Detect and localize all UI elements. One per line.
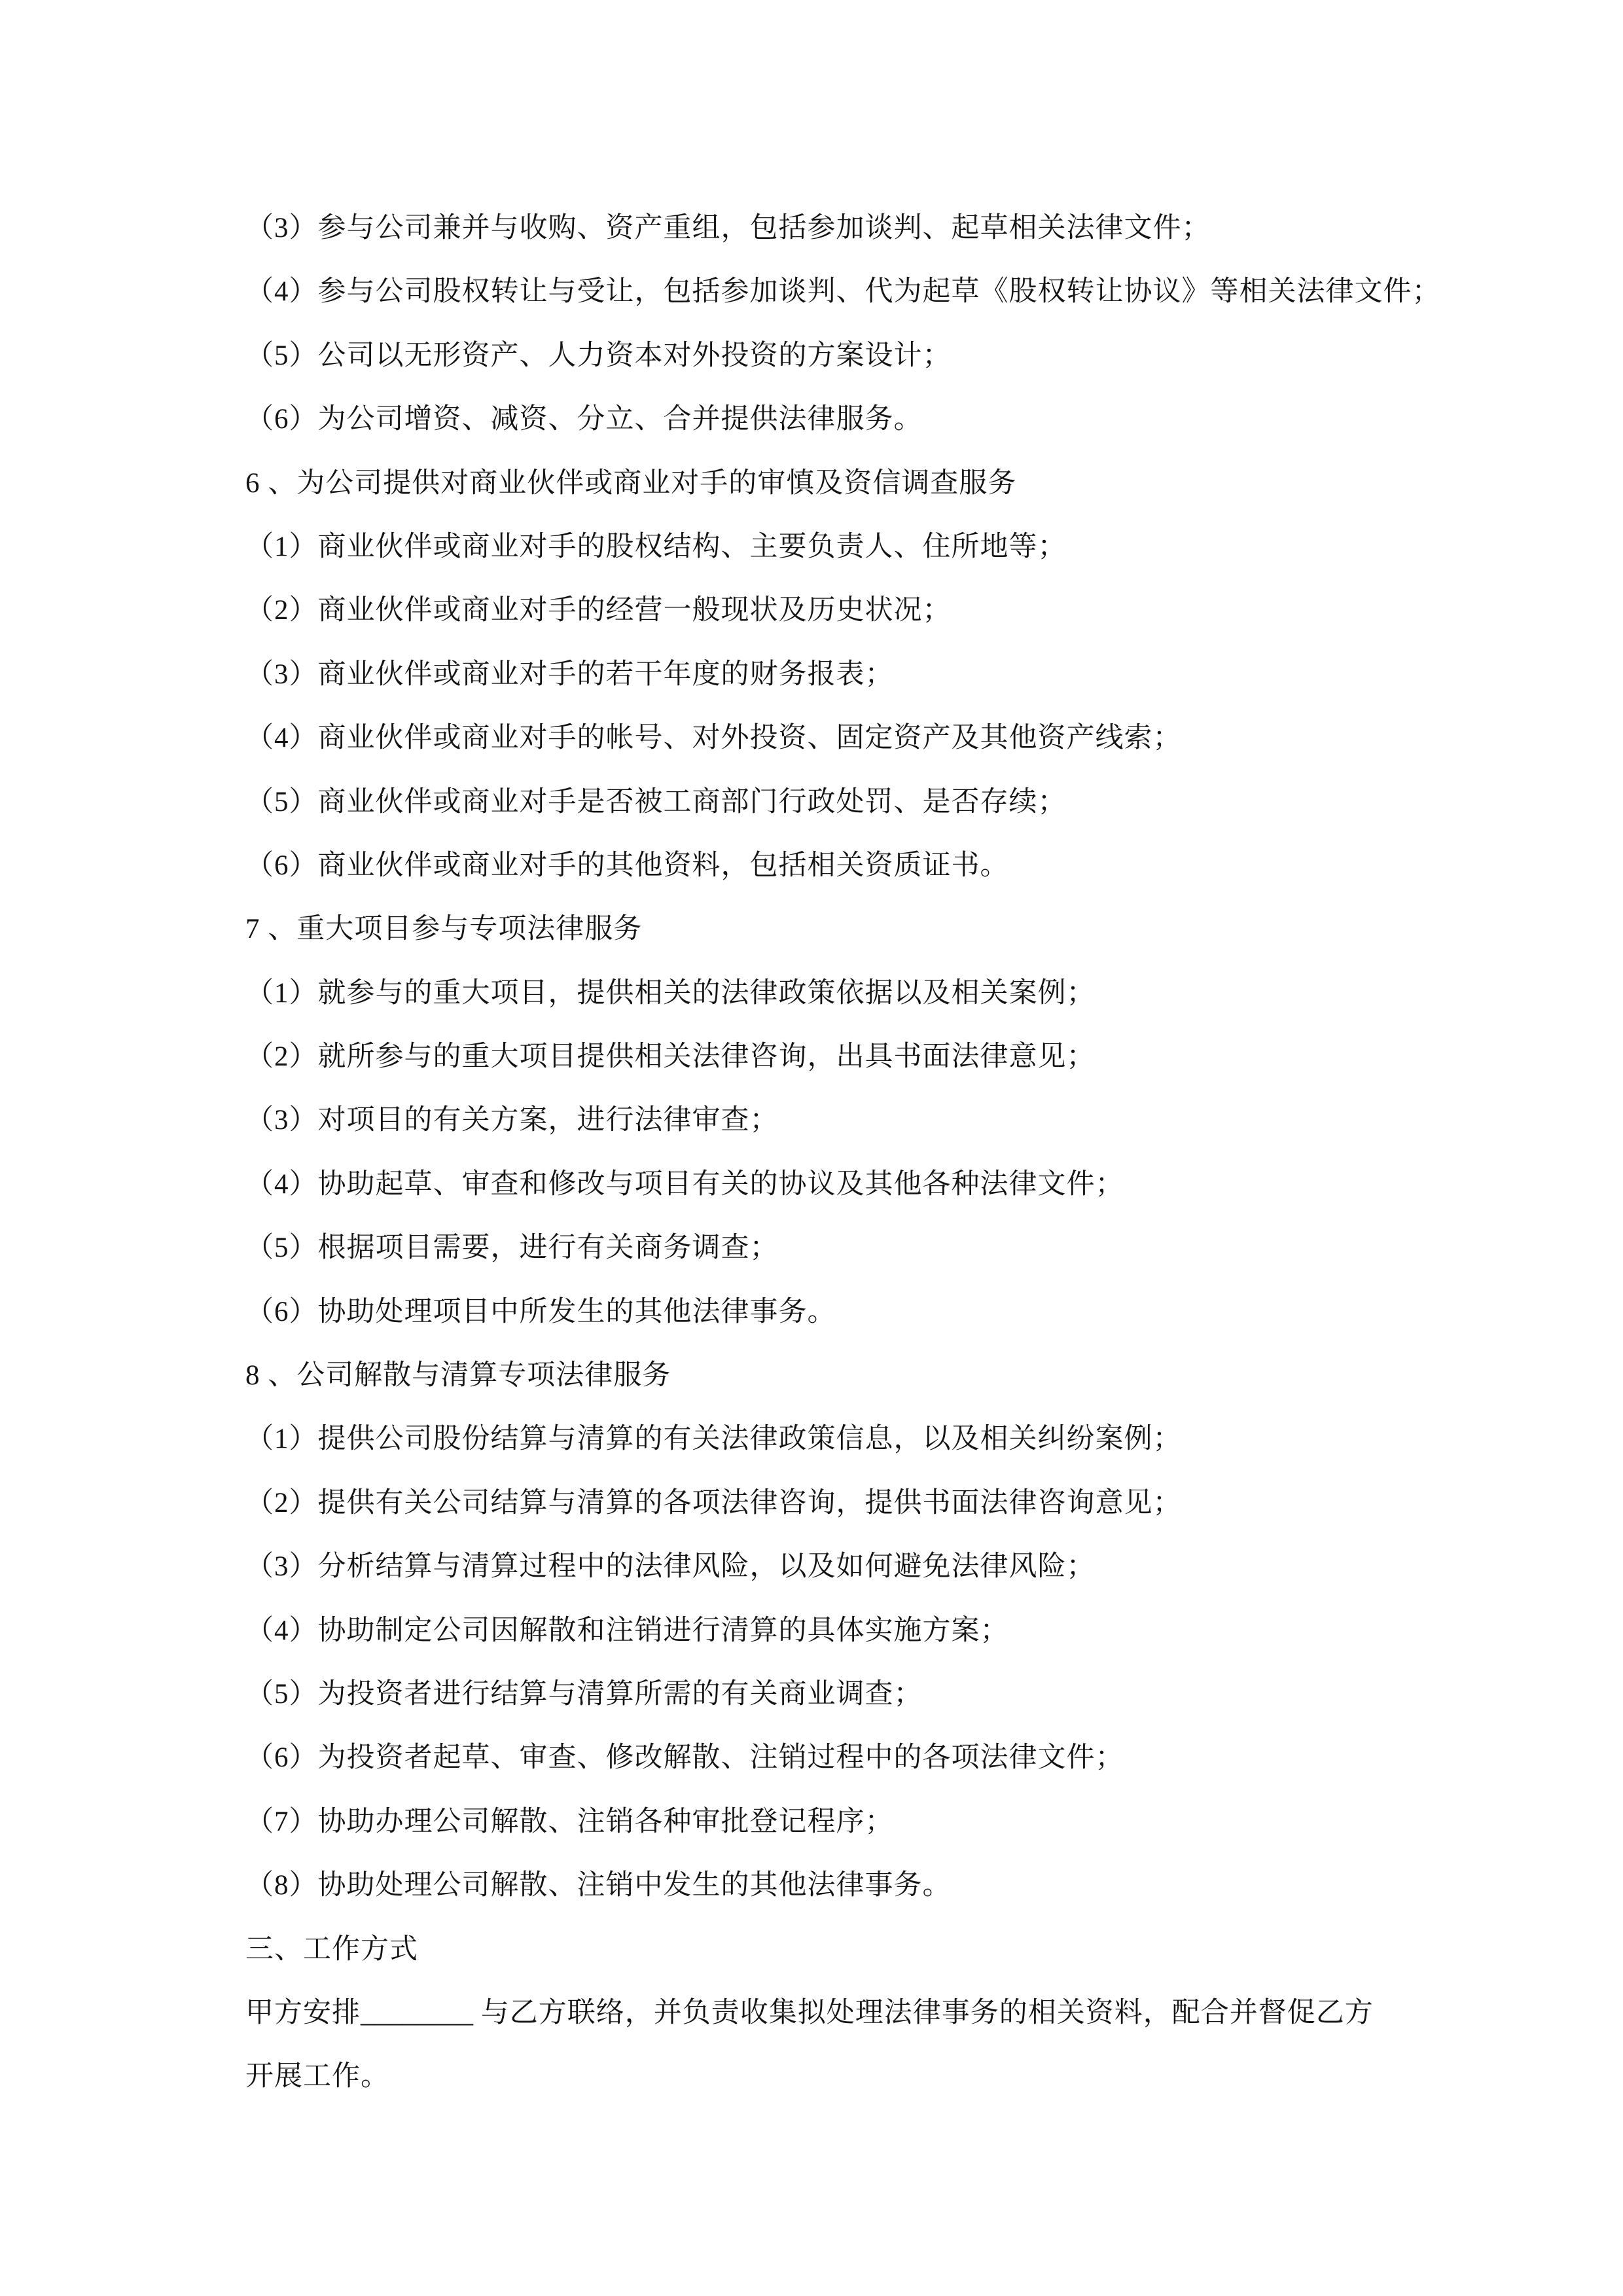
fill-line-suffix: 与乙方联络，并负责收集拟处理法律事务的相关资料，配合并督促乙方 <box>473 1997 1374 2028</box>
doc-chapter-heading: 三、工作方式 <box>245 1933 418 1965</box>
blank-underline: ________ <box>361 1997 473 2028</box>
doc-line: （5）商业伙伴或商业对手是否被工商部门行政处罚、是否存续； <box>245 786 1067 817</box>
doc-line: （1）提供公司股份结算与清算的有关法律政策信息，以及相关纠纷案例； <box>245 1424 1182 1455</box>
doc-line: 开展工作。 <box>245 2061 389 2092</box>
doc-line: （3）商业伙伴或商业对手的若干年度的财务报表； <box>245 658 894 690</box>
doc-line: （4）商业伙伴或商业对手的帐号、对外投资、固定资产及其他资产线索； <box>245 723 1182 754</box>
doc-line: （4）协助制定公司因解散和注销进行清算的具体实施方案； <box>245 1615 1009 1646</box>
doc-section-heading: 7 、重大项目参与专项法律服务 <box>245 914 643 945</box>
doc-line: （6）为公司增资、减资、分立、合并提供法律服务。 <box>245 404 923 435</box>
doc-line: （2）就所参与的重大项目提供相关法律咨询，出具书面法律意见； <box>245 1041 1096 1073</box>
document-page <box>245 196 1441 2109</box>
doc-section-heading: 8 、公司解散与清算专项法律服务 <box>245 1360 671 1391</box>
doc-line: （3）分析结算与清算过程中的法律风险，以及如何避免法律风险； <box>245 1551 1096 1583</box>
doc-line: （6）商业伙伴或商业对手的其他资料，包括相关资质证书。 <box>245 850 1009 881</box>
doc-line: （4）协助起草、审查和修改与项目有关的协议及其他各种法律文件； <box>245 1168 1124 1200</box>
doc-line: （7）协助办理公司解散、注销各种审批登记程序； <box>245 1806 894 1837</box>
doc-line: （3）参与公司兼并与收购、资产重组，包括参加谈判、起草相关法律文件； <box>245 213 1211 243</box>
doc-line: （5）为投资者进行结算与清算所需的有关商业调查； <box>245 1678 923 1710</box>
doc-fill-line <box>245 1981 1384 2045</box>
doc-line: （5）公司以无形资产、人力资本对外投资的方案设计； <box>245 340 952 371</box>
doc-line: （1）就参与的重大项目，提供相关的法律政策依据以及相关案例； <box>245 977 1096 1009</box>
doc-line: （8）协助处理公司解散、注销中发生的其他法律事务。 <box>245 1870 952 1901</box>
doc-line: （3）对项目的有关方案，进行法律审查； <box>245 1105 779 1136</box>
doc-line: （1）商业伙伴或商业对手的股权结构、主要负责人、住所地等； <box>245 531 1067 562</box>
doc-section-heading: 6 、为公司提供对商业伙伴或商业对手的审慎及资信调查服务 <box>245 467 1017 499</box>
doc-line: （2）提供有关公司结算与清算的各项法律咨询，提供书面法律咨询意见； <box>245 1487 1182 1518</box>
doc-line: （6）为投资者起草、审查、修改解散、注销过程中的各项法律文件； <box>245 1742 1124 1774</box>
doc-line: （5）根据项目需要，进行有关商务调查； <box>245 1232 779 1264</box>
doc-line: （2）商业伙伴或商业对手的经营一般现状及历史状况； <box>245 595 952 626</box>
fill-line-prefix: 甲方安排 <box>245 1997 361 2028</box>
doc-line: （6）协助处理项目中所发生的其他法律事务。 <box>245 1296 836 1327</box>
doc-line: （4）参与公司股权转让与受让，包括参加谈判、代为起草《股权转让协议》等相关法律文件； <box>245 276 1441 308</box>
